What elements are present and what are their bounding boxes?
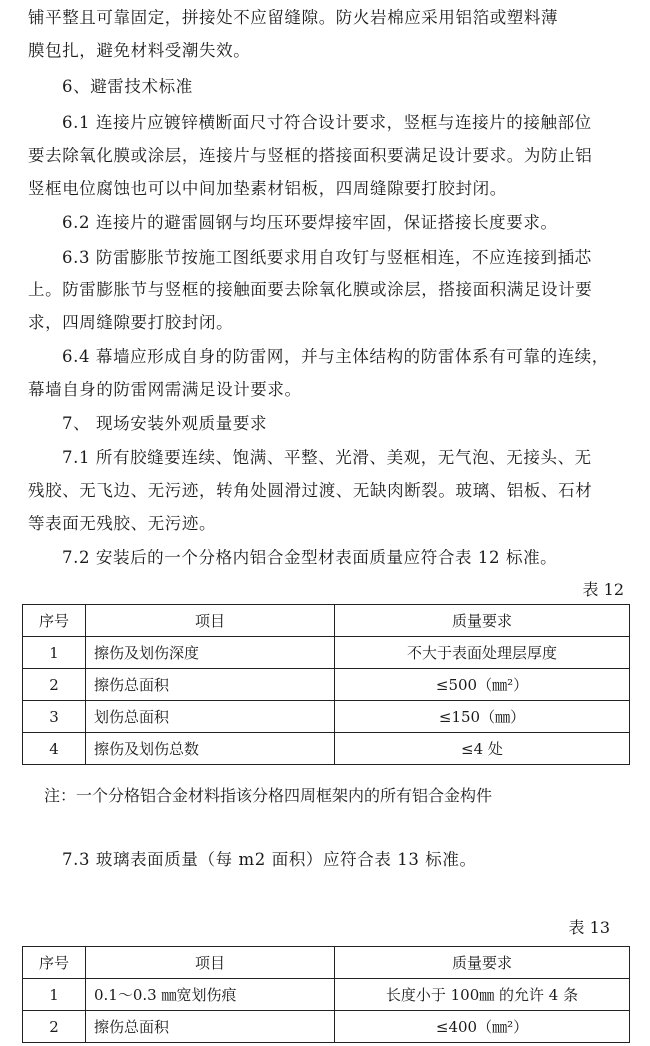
table-cell: 4	[23, 733, 86, 765]
table-note: 注：一个分格铝合金材料指该分格四周框架内的所有铝合金构件	[44, 786, 493, 805]
table-cell: 1	[23, 637, 86, 669]
paragraph-line: 6.2 连接片的避雷圆钢与均压环要焊接牢固，保证搭接长度要求。	[62, 213, 558, 232]
column-header: 序号	[23, 605, 86, 637]
quality-table-13	[22, 946, 630, 1043]
paragraph-line: 7.3 玻璃表面质量（每 m2 面积）应符合表 13 标准。	[62, 850, 477, 869]
column-header: 项目	[86, 947, 335, 979]
column-header: 质量要求	[335, 605, 630, 637]
paragraph-line: 幕墙自身的防雷网需满足设计要求。	[28, 380, 302, 399]
paragraph-line: 6.4 幕墙应形成自身的防雷网，并与主体结构的防雷体系有可靠的连续，	[62, 347, 609, 366]
table-cell: 2	[23, 1011, 86, 1043]
table-cell: 擦伤及划伤总数	[86, 733, 335, 765]
table-row	[23, 979, 630, 1011]
column-header: 项目	[86, 605, 335, 637]
table-row	[23, 669, 630, 701]
table-row	[23, 701, 630, 733]
paragraph-line: 7.2 安装后的一个分格内铝合金型材表面质量应符合表 12 标准。	[62, 548, 558, 567]
table-row	[23, 1011, 630, 1043]
column-header: 质量要求	[335, 947, 630, 979]
table-row	[23, 733, 630, 765]
paragraph-line: 竖框电位腐蚀也可以中间加垫素材铝板，四周缝隙要打胶封闭。	[28, 179, 507, 198]
column-header: 序号	[23, 947, 86, 979]
table-cell: 长度小于 100㎜ 的允许 4 条	[335, 979, 630, 1011]
paragraph-line: 要去除氧化膜或涂层，连接片与竖框的搭接面积要满足设计要求。为防止铝	[28, 146, 593, 165]
paragraph-line: 等表面无残胶、无污迹。	[28, 514, 217, 533]
table-caption: 表 12	[582, 580, 624, 599]
table-cell: 擦伤总面积	[86, 1011, 335, 1043]
table-cell: 擦伤及划伤深度	[86, 637, 335, 669]
table-cell: 1	[23, 979, 86, 1011]
paragraph-line: 7.1 所有胶缝要连续、饱满、平整、光滑、美观，无气泡、无接头、无	[62, 448, 592, 467]
paragraph-line: 膜包扎，避免材料受潮失效。	[28, 41, 251, 60]
table-row	[23, 637, 630, 669]
quality-table-12	[22, 604, 630, 765]
table-cell: 0.1～0.3 ㎜宽划伤痕	[86, 979, 335, 1011]
table-cell: ≤400（㎜²）	[335, 1011, 630, 1043]
section-heading: 6、避雷技术标准	[62, 77, 193, 96]
paragraph-line: 铺平整且可靠固定，拼接处不应留缝隙。防火岩棉应采用铝箔或塑料薄	[28, 8, 559, 27]
section-heading: 7、 现场安装外观质量要求	[62, 414, 268, 433]
table-cell: 3	[23, 701, 86, 733]
table-cell: 划伤总面积	[86, 701, 335, 733]
table-header-row	[23, 605, 630, 637]
paragraph-line: 6.3 防雷膨胀节按施工图纸要求用自攻钉与竖框相连，不应连接到插芯	[62, 248, 592, 267]
table-cell: 擦伤总面积	[86, 669, 335, 701]
table-header-row	[23, 947, 630, 979]
table-cell: 不大于表面处理层厚度	[335, 637, 630, 669]
paragraph-line: 上。防雷膨胀节与竖框的接触面要去除氧化膜或涂层，搭接面积满足设计要	[28, 280, 593, 299]
table-caption: 表 13	[568, 918, 610, 937]
table-cell: ≤150（㎜）	[335, 701, 630, 733]
paragraph-line: 求，四周缝隙要打胶封闭。	[28, 313, 234, 332]
paragraph-line: 6.1 连接片应镀锌横断面尺寸符合设计要求，竖框与连接片的接触部位	[62, 113, 592, 132]
paragraph-line: 残胶、无飞边、无污迹，转角处圆滑过渡、无缺肉断裂。玻璃、铝板、石材	[28, 481, 593, 500]
table-cell: ≤500（㎜²）	[335, 669, 630, 701]
table-cell: 2	[23, 669, 86, 701]
table-cell: ≤4 处	[335, 733, 630, 765]
